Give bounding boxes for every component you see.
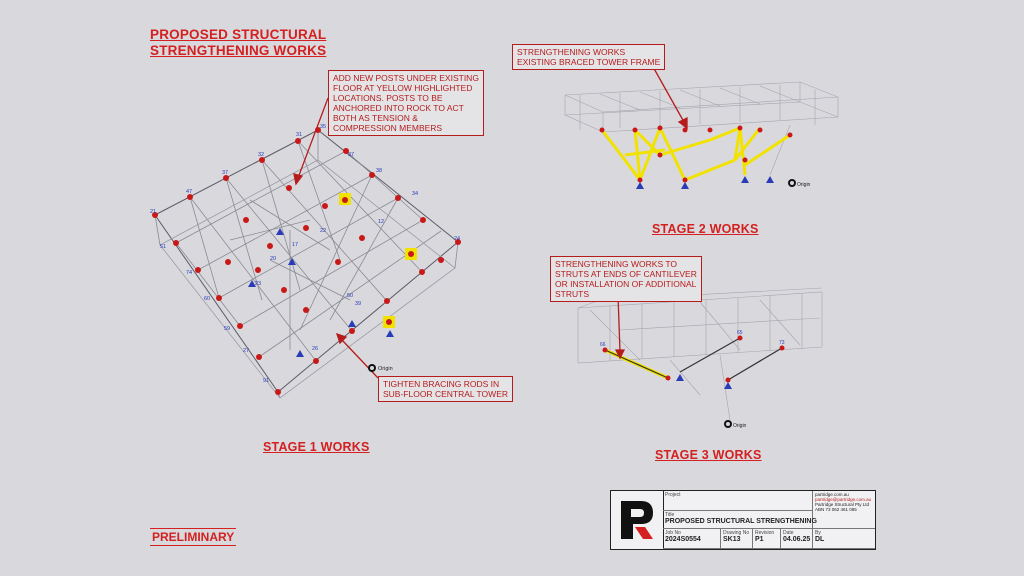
main-title-line1: PROPOSED STRUCTURAL [150, 27, 327, 42]
svg-text:59: 59 [224, 326, 231, 332]
note-line: ADD NEW POSTS UNDER EXISTING [333, 73, 479, 83]
svg-text:66: 66 [600, 342, 606, 348]
stage3-label: STAGE 3 WORKS [655, 448, 762, 462]
svg-text:20: 20 [270, 256, 277, 262]
svg-text:39: 39 [355, 301, 362, 307]
note-line: STRENGTHENING WORKS [517, 47, 626, 57]
stage2-blue-supports [636, 176, 774, 189]
svg-text:37: 37 [222, 170, 229, 176]
stage1-red-nodes [152, 127, 461, 395]
svg-text:38: 38 [376, 168, 383, 174]
svg-text:51: 51 [160, 244, 167, 250]
note-line: STRENGTHENING WORKS TO [555, 259, 678, 269]
title-cell [663, 511, 817, 529]
svg-text:47: 47 [186, 189, 193, 195]
svg-text:91: 91 [263, 378, 270, 384]
main-title-line2: STRENGTHENING WORKS [150, 43, 327, 58]
job-cell [663, 529, 721, 549]
note-line: EXISTING BRACED TOWER FRAME [517, 57, 661, 67]
svg-text:37: 37 [348, 152, 355, 158]
note-line: ANCHORED INTO ROCK TO ACT [333, 103, 464, 113]
note-line: STRUTS [555, 289, 589, 299]
stage1-frame [155, 130, 461, 398]
stage3-origin-icon [724, 420, 732, 428]
stage3-node-numbers [600, 330, 785, 348]
revision-value: P1 [755, 536, 764, 543]
date-value: 04.06.25 [783, 536, 811, 543]
stage2-origin-label: Origin [797, 182, 811, 188]
svg-text:24: 24 [454, 236, 461, 242]
stage3-leader-arrow [616, 295, 624, 358]
by-value: DL [815, 536, 825, 543]
svg-text:22: 22 [320, 228, 327, 234]
note-line: COMPRESSION MEMBERS [333, 123, 443, 133]
preliminary-stamp: PRELIMINARY [152, 530, 235, 544]
stage3-blue-supports [676, 374, 732, 389]
svg-text:35: 35 [320, 124, 327, 130]
drawing-label: Drawing No [723, 530, 750, 536]
stage2-frame [565, 82, 838, 180]
project-cell [663, 491, 813, 511]
stage1-label: STAGE 1 WORKS [263, 440, 370, 454]
date-label: Date [783, 530, 794, 536]
date-cell [781, 529, 813, 549]
by-label: By [815, 530, 821, 536]
svg-text:21: 21 [150, 209, 157, 215]
stage2-leader-arrow [652, 65, 687, 128]
note-stage3 [550, 256, 702, 302]
stage3-red-nodes [603, 336, 785, 383]
revision-cell [753, 529, 781, 549]
svg-text:34: 34 [412, 191, 419, 197]
stage3-origin-label: Origin [733, 423, 747, 429]
drawing-cell [721, 529, 753, 549]
note-stage1-bracing [378, 376, 513, 402]
company-cell [813, 491, 875, 529]
title-block [610, 490, 876, 550]
svg-text:65: 65 [737, 330, 743, 336]
svg-text:27: 27 [243, 348, 250, 354]
company-abn: ABN 73 062 461 085 [815, 507, 857, 512]
title-label: Title [665, 512, 675, 518]
note-line: FLOOR AT YELLOW HIGHLIGHTED [333, 83, 473, 93]
svg-text:32: 32 [258, 152, 265, 158]
note-line: BOTH AS TENSION & [333, 113, 418, 123]
svg-text:60: 60 [204, 296, 211, 302]
svg-text:26: 26 [312, 346, 319, 352]
company-name: Partridge Structural Pty Ltd [815, 502, 870, 507]
svg-text:17: 17 [292, 242, 299, 248]
project-label: Project [665, 492, 681, 498]
svg-text:50: 50 [347, 293, 354, 299]
drawing-title: PROPOSED STRUCTURAL STRENGTHENING [665, 518, 817, 525]
company-web: partridge.com.au [815, 492, 849, 497]
note-line: STRUTS AT ENDS OF CANTILEVER [555, 269, 697, 279]
revision-label: Revision [755, 530, 775, 536]
svg-text:12: 12 [378, 219, 385, 225]
note-stage1-posts [328, 70, 484, 136]
stage3-strut-lines [605, 338, 782, 380]
stage2-origin-icon [788, 179, 796, 187]
job-number: 2024S0554 [665, 536, 701, 543]
job-label: Job No [665, 530, 681, 536]
note-stage2 [512, 44, 665, 70]
company-logo-icon [611, 491, 664, 549]
stage2-yellow-members [602, 128, 790, 180]
stage1-leader-arrows [294, 98, 378, 378]
note-line: LOCATIONS. POSTS TO BE [333, 93, 443, 103]
svg-text:31: 31 [296, 132, 303, 138]
note-line: OR INSTALLATION OF ADDITIONAL [555, 279, 697, 289]
drawing-number: SK13 [723, 536, 741, 543]
by-cell [813, 529, 875, 549]
svg-text:74: 74 [186, 270, 193, 276]
stage2-label: STAGE 2 WORKS [652, 222, 759, 236]
svg-text:73: 73 [779, 340, 785, 346]
svg-text:23: 23 [255, 281, 262, 287]
note-line: SUB-FLOOR CENTRAL TOWER [383, 389, 508, 399]
stage1-origin-icon [368, 364, 376, 372]
stage1-origin-label: Origin [378, 366, 393, 372]
company-email: partridge@partridge.com.au [815, 497, 872, 502]
note-line: TIGHTEN BRACING RODS IN [383, 379, 500, 389]
